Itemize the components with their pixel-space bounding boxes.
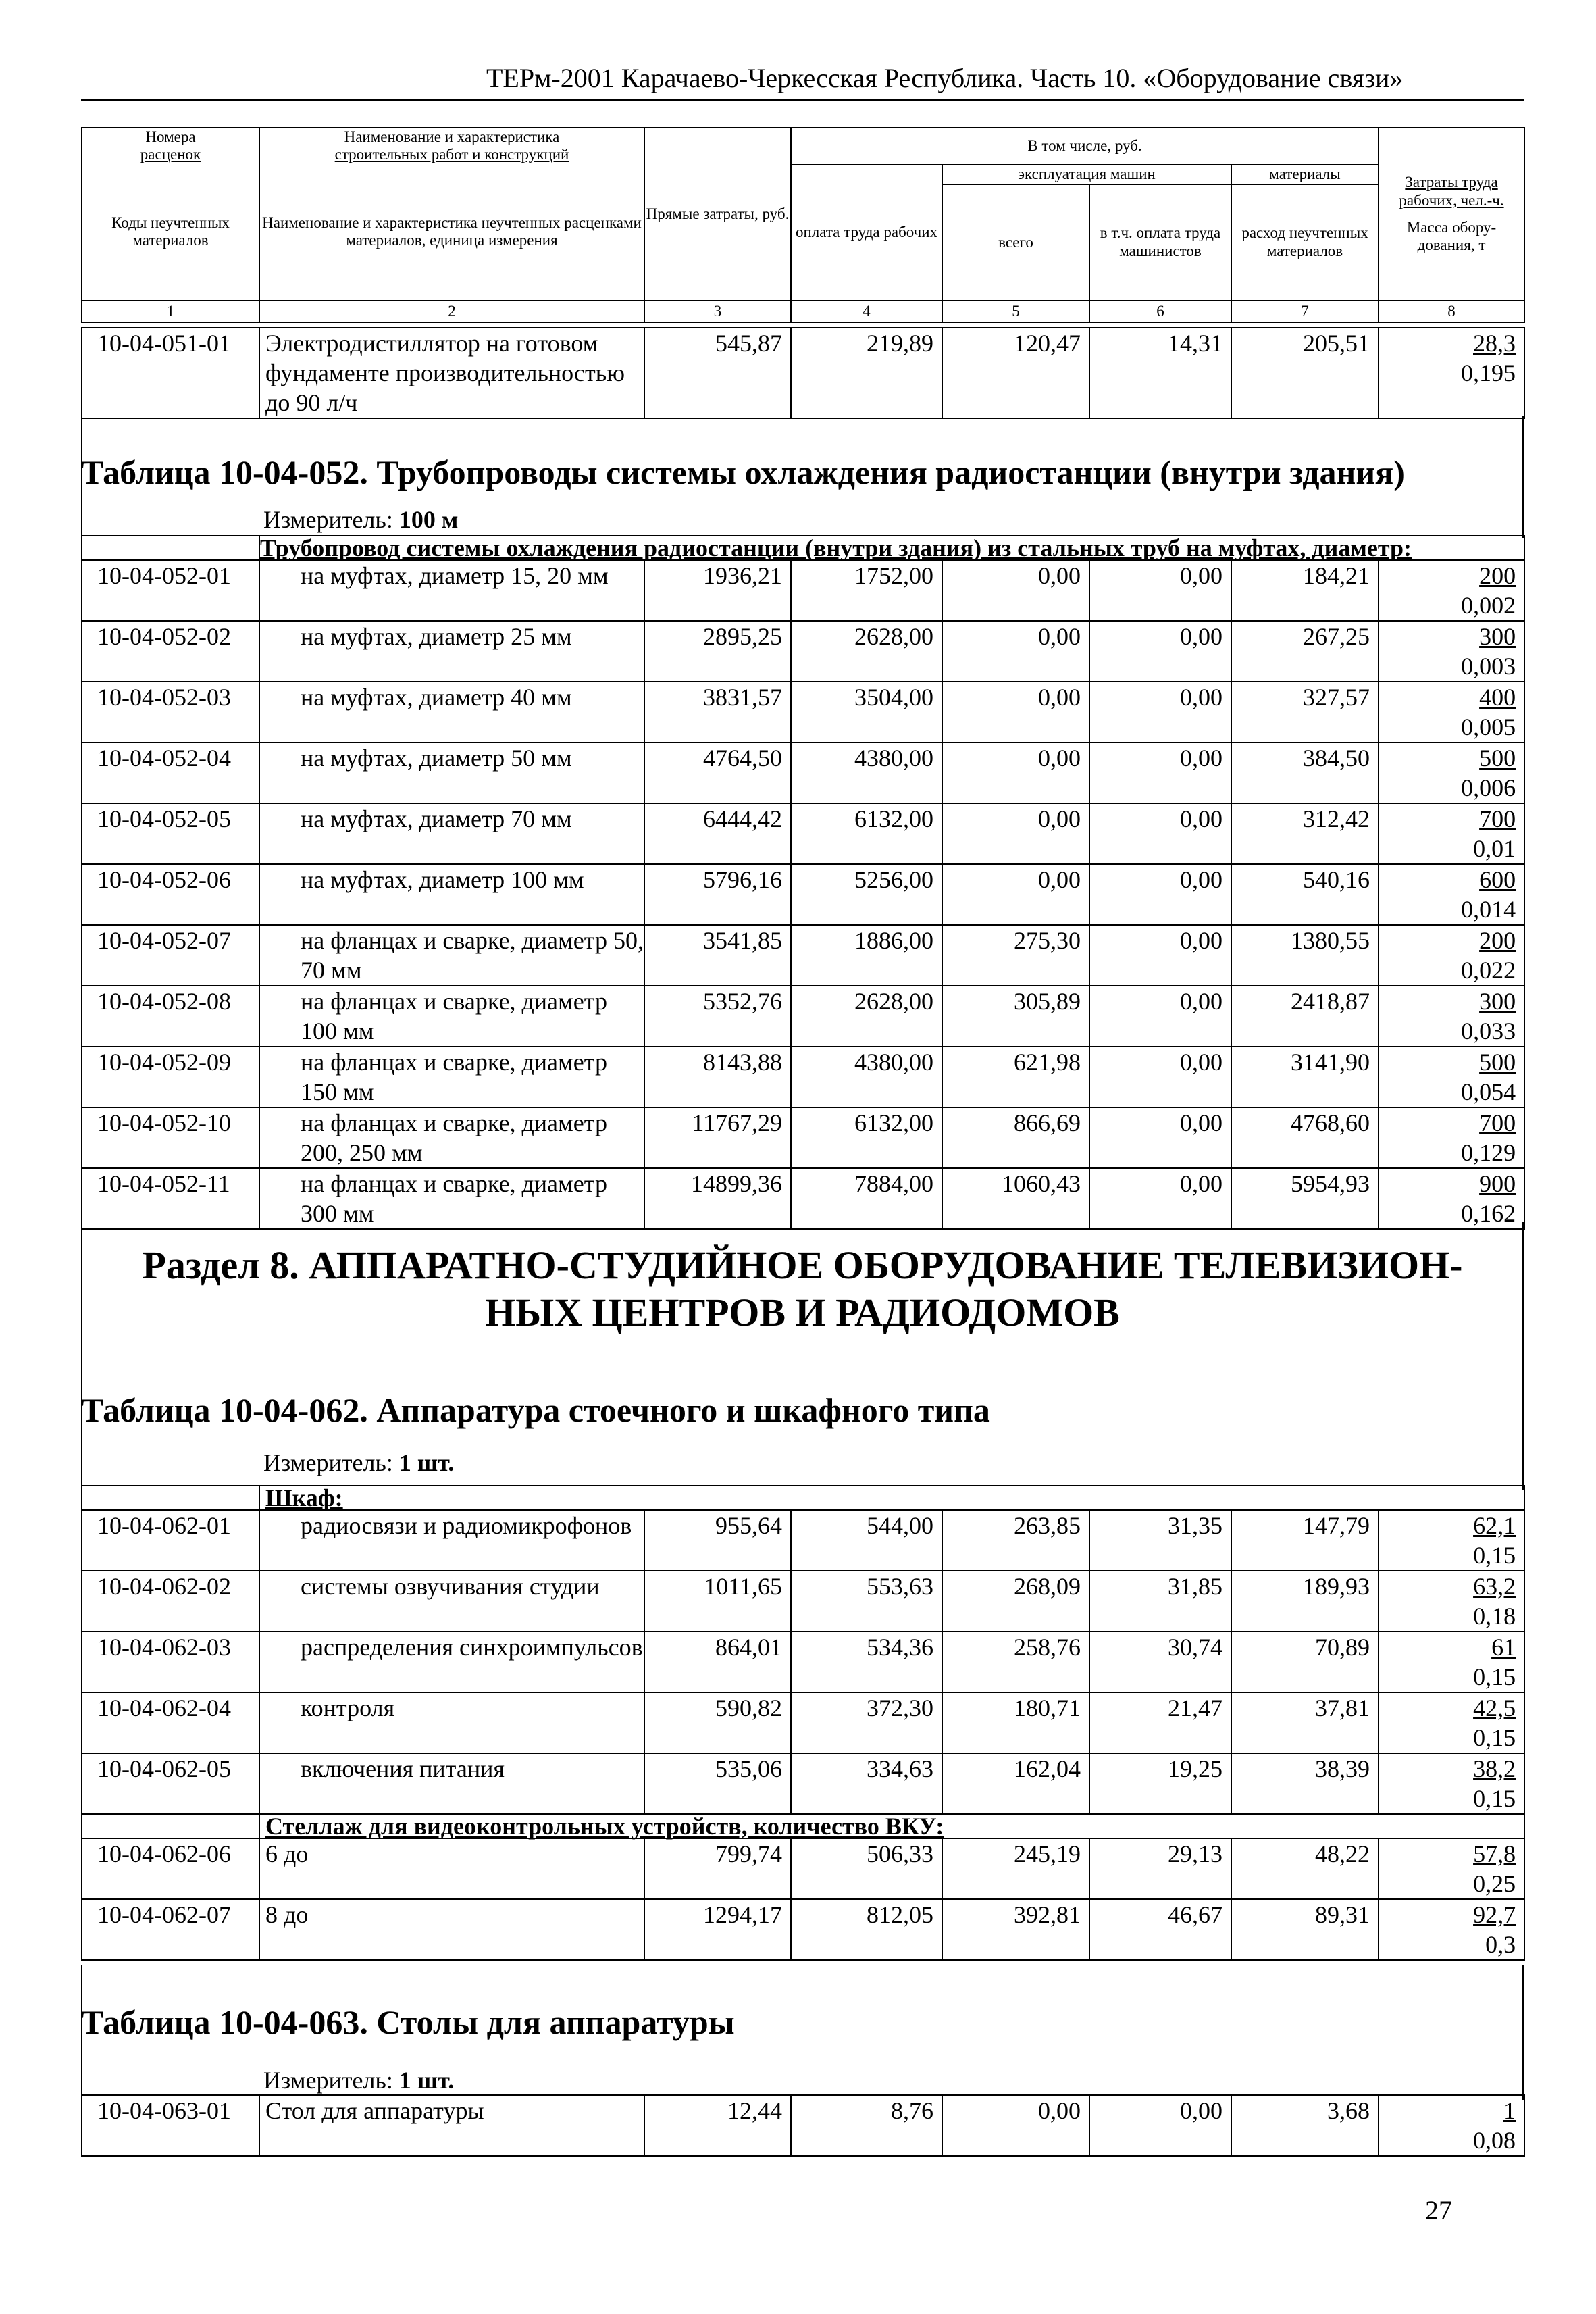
table-051 [81, 327, 1525, 419]
row-mach: 866,69 [942, 1107, 1089, 1168]
row-labor: 62,1 [1473, 1512, 1516, 1539]
row-mass: 0,08 [1473, 2127, 1516, 2154]
row-code: 10-04-062-05 [82, 1753, 259, 1814]
row-mach-pay: 30,74 [1089, 1632, 1231, 1692]
section-title-line2: НЫХ ЦЕНТРОВ И РАДИОДОМОВ [485, 1290, 1120, 1334]
table-right-border [1522, 416, 1524, 538]
row-labor: 300 [1479, 988, 1516, 1015]
row-mat: 70,89 [1231, 1632, 1379, 1692]
row-mach: 258,76 [942, 1632, 1089, 1692]
row-mass: 0,15 [1473, 1724, 1516, 1751]
row-direct: 8143,88 [644, 1047, 791, 1107]
measure-value: 1 шт. [398, 1449, 455, 1476]
row-mach: 0,00 [942, 560, 1089, 621]
section-title [81, 1242, 1524, 1336]
row-direct: 799,74 [644, 1838, 791, 1899]
row-code: 10-04-062-03 [82, 1632, 259, 1692]
row-labor-mass [1379, 682, 1524, 743]
table-row [82, 864, 1524, 925]
row-pay: 7884,00 [791, 1168, 942, 1229]
row-mach-pay: 0,00 [1089, 2095, 1231, 2156]
col1-header-bottom: Коды неучтенных материалов [82, 164, 259, 301]
row-mass: 0,014 [1461, 896, 1516, 923]
row-mat: 2418,87 [1231, 986, 1379, 1047]
row-mass: 0,15 [1473, 1785, 1516, 1812]
row-labor-mass [1379, 1692, 1524, 1753]
subheader-text: Стеллаж для видеоконтрольных устройств, количество ВКУ: [265, 1813, 944, 1840]
col-num-3: 3 [644, 301, 791, 322]
row-name: на фланцах и сварке, диаметр 300 мм [259, 1168, 644, 1229]
row-labor: 600 [1479, 866, 1516, 893]
row-mat: 267,25 [1231, 621, 1379, 682]
machines-header: эксплуатация машин [942, 164, 1231, 184]
row-name: на фланцах и сварке, диаметр 200, 250 мм [259, 1107, 644, 1168]
row-mach-pay: 31,85 [1089, 1571, 1231, 1632]
row-pay: 4380,00 [791, 1047, 942, 1107]
row-labor: 900 [1479, 1170, 1516, 1197]
row-name: 6 до [259, 1838, 644, 1899]
row-labor: 500 [1479, 745, 1516, 772]
row-labor-mass [1379, 1838, 1524, 1899]
table-row [82, 1571, 1524, 1632]
row-pay: 3504,00 [791, 682, 942, 743]
row-mat: 312,42 [1231, 803, 1379, 864]
row-direct: 1011,65 [644, 1571, 791, 1632]
row-labor: 38,2 [1473, 1755, 1516, 1782]
col6-header: в т.ч. оплата труда машинистов [1089, 184, 1231, 301]
row-labor: 200 [1479, 927, 1516, 954]
row-name: на фланцах и сварке, диаметр 100 мм [259, 986, 644, 1047]
row-labor-mass [1379, 986, 1524, 1047]
table-right-border [1522, 1222, 1524, 1490]
row-mach-pay: 0,00 [1089, 803, 1231, 864]
col-num-7: 7 [1231, 301, 1379, 322]
col7-header: расход неучтенных материалов [1231, 184, 1379, 301]
row-labor: 42,5 [1473, 1694, 1516, 1721]
row-name: на муфтах, диаметр 100 мм [259, 864, 644, 925]
row-mach: 0,00 [942, 743, 1089, 803]
row-labor: 500 [1479, 1049, 1516, 1076]
table-row [82, 1632, 1524, 1692]
row-mach-pay: 21,47 [1089, 1692, 1231, 1753]
table-subheader [259, 536, 1524, 560]
row-mach: 392,81 [942, 1899, 1089, 1960]
row-mat: 1380,55 [1231, 925, 1379, 986]
row-mach-pay: 0,00 [1089, 560, 1231, 621]
row-labor: 400 [1479, 684, 1516, 711]
row-mass: 0,162 [1461, 1200, 1516, 1227]
row-mass: 0,003 [1461, 653, 1516, 680]
group-header: В том числе, руб. [791, 128, 1379, 164]
row-mach-pay: 29,13 [1089, 1838, 1231, 1899]
col5-header: всего [942, 184, 1089, 301]
row-labor: 61 [1491, 1634, 1516, 1661]
subheader-text: Шкаф: [265, 1484, 343, 1511]
col3-header: Прямые затраты, руб. [644, 128, 791, 301]
row-code: 10-04-052-08 [82, 986, 259, 1047]
measure-label: Измеритель: [263, 1449, 393, 1476]
row-mach: 263,85 [942, 1510, 1089, 1571]
table-subheader [259, 1486, 1524, 1510]
row-mass: 0,15 [1473, 1542, 1516, 1569]
row-mach: 0,00 [942, 803, 1089, 864]
table-subheader [259, 1814, 1524, 1838]
row-pay: 334,63 [791, 1753, 942, 1814]
row-labor-mass [1379, 1107, 1524, 1168]
row-code: 10-04-051-01 [82, 328, 259, 418]
table-row [82, 682, 1524, 743]
row-labor: 300 [1479, 623, 1516, 650]
row-pay: 1752,00 [791, 560, 942, 621]
row-pay: 6132,00 [791, 1107, 942, 1168]
row-direct: 12,44 [644, 2095, 791, 2156]
row-labor-mass [1379, 1899, 1524, 1960]
table-row [82, 1753, 1524, 1814]
table-063 [81, 2094, 1525, 2157]
row-name: на фланцах и сварке, диаметр 150 мм [259, 1047, 644, 1107]
row-pay: 534,36 [791, 1632, 942, 1692]
row-mass: 0,002 [1461, 592, 1516, 619]
row-mass: 0,25 [1473, 1870, 1516, 1897]
row-mat: 5954,93 [1231, 1168, 1379, 1229]
row-mass: 0,18 [1473, 1603, 1516, 1630]
subheader-text: Трубопровод системы охлаждения радиостанции (внутри здания) из стальных труб на муфтах, диаметр: [260, 534, 1412, 561]
subheader-code-cell [82, 1486, 259, 1510]
row-name: радиосвязи и радиомикрофонов [259, 1510, 644, 1571]
row-mach-pay: 0,00 [1089, 925, 1231, 986]
table-row [82, 1692, 1524, 1753]
row-labor-mass [1379, 1510, 1524, 1571]
row-mach: 0,00 [942, 864, 1089, 925]
col4-header: оплата труда рабочих [791, 164, 942, 301]
row-direct: 545,87 [644, 328, 791, 418]
table-row [82, 743, 1524, 803]
page-number: 27 [1425, 2195, 1452, 2225]
row-mach-pay: 0,00 [1089, 743, 1231, 803]
row-name: распределения синхроимпульсов [259, 1632, 644, 1692]
row-name: на муфтах, диаметр 50 мм [259, 743, 644, 803]
row-pay: 372,30 [791, 1692, 942, 1753]
table-row [82, 803, 1524, 864]
row-direct: 1294,17 [644, 1899, 791, 1960]
table-row [82, 560, 1524, 621]
table-right-border [1522, 1965, 1524, 2100]
row-labor: 28,3 [1473, 330, 1516, 357]
row-labor-mass [1379, 803, 1524, 864]
row-pay: 1886,00 [791, 925, 942, 986]
row-mass: 0,005 [1461, 713, 1516, 740]
table-caption-062: Таблица 10-04-062. Аппаратура стоечного и шкафного типа [81, 1391, 990, 1429]
row-mass: 0,054 [1461, 1078, 1516, 1105]
row-pay: 506,33 [791, 1838, 942, 1899]
col-num-2: 2 [259, 301, 644, 322]
section-title-line1: Раздел 8. АППАРАТНО-СТУДИЙНОЕ ОБОРУДОВАНИЕ ТЕЛЕВИЗИОН- [142, 1243, 1463, 1287]
row-name: на муфтах, диаметр 25 мм [259, 621, 644, 682]
row-labor-mass [1379, 621, 1524, 682]
row-mach: 180,71 [942, 1692, 1089, 1753]
row-mat: 38,39 [1231, 1753, 1379, 1814]
row-mass: 0,01 [1473, 835, 1516, 862]
row-direct: 1936,21 [644, 560, 791, 621]
row-labor: 92,7 [1473, 1901, 1516, 1928]
row-direct: 11767,29 [644, 1107, 791, 1168]
row-mach: 0,00 [942, 621, 1089, 682]
row-labor-mass [1379, 1047, 1524, 1107]
row-mass: 0,129 [1461, 1139, 1516, 1166]
row-mass: 0,195 [1461, 359, 1516, 386]
row-direct: 864,01 [644, 1632, 791, 1692]
row-labor-mass [1379, 925, 1524, 986]
table-062-body-1 [82, 1510, 1524, 1814]
row-code: 10-04-062-04 [82, 1692, 259, 1753]
measure-value: 100 м [398, 506, 459, 533]
table-row [82, 1107, 1524, 1168]
measure-062 [263, 1449, 454, 1477]
table-row [82, 1047, 1524, 1107]
table-row [82, 328, 1524, 418]
row-labor-mass [1379, 1753, 1524, 1814]
column-header-table [81, 127, 1525, 323]
row-code: 10-04-063-01 [82, 2095, 259, 2156]
row-labor-mass [1379, 1168, 1524, 1229]
row-pay: 8,76 [791, 2095, 942, 2156]
materials-header: материалы [1231, 164, 1379, 184]
row-labor-mass [1379, 743, 1524, 803]
row-mach-pay: 0,00 [1089, 986, 1231, 1047]
row-pay: 544,00 [791, 1510, 942, 1571]
row-name: 8 до [259, 1899, 644, 1960]
row-mat: 384,50 [1231, 743, 1379, 803]
col-num-6: 6 [1089, 301, 1231, 322]
row-direct: 535,06 [644, 1753, 791, 1814]
row-mat: 3141,90 [1231, 1047, 1379, 1107]
row-labor: 700 [1479, 805, 1516, 832]
row-labor-mass [1379, 328, 1524, 418]
row-mach-pay: 0,00 [1089, 864, 1231, 925]
row-name: на муфтах, диаметр 70 мм [259, 803, 644, 864]
row-mat: 4768,60 [1231, 1107, 1379, 1168]
row-labor-mass [1379, 1571, 1524, 1632]
table-caption-052: Таблица 10-04-052. Трубопроводы системы охлаждения радиостанции (внутри здания) [81, 453, 1405, 491]
subheader-code-cell [82, 536, 259, 560]
subheader-code-cell [82, 1814, 259, 1838]
row-labor-mass [1379, 864, 1524, 925]
row-mat: 37,81 [1231, 1692, 1379, 1753]
table-row [82, 2095, 1524, 2156]
col2-header-top: Наименование и характеристика [344, 128, 560, 145]
row-mach-pay: 14,31 [1089, 328, 1231, 418]
row-mach: 275,30 [942, 925, 1089, 986]
row-mach-pay: 46,67 [1089, 1899, 1231, 1960]
row-code: 10-04-052-06 [82, 864, 259, 925]
table-062-body-2 [82, 1838, 1524, 1960]
row-code: 10-04-052-09 [82, 1047, 259, 1107]
row-mass: 0,15 [1473, 1663, 1516, 1690]
row-code: 10-04-052-07 [82, 925, 259, 986]
col-num-5: 5 [942, 301, 1089, 322]
row-code: 10-04-052-01 [82, 560, 259, 621]
row-direct: 5352,76 [644, 986, 791, 1047]
row-name: на муфтах, диаметр 15, 20 мм [259, 560, 644, 621]
row-mach: 621,98 [942, 1047, 1089, 1107]
row-pay: 2628,00 [791, 986, 942, 1047]
row-mach: 245,19 [942, 1838, 1089, 1899]
col-num-4: 4 [791, 301, 942, 322]
measure-label: Измеритель: [263, 506, 393, 533]
row-direct: 6444,42 [644, 803, 791, 864]
row-mach: 305,89 [942, 986, 1089, 1047]
row-mat: 189,93 [1231, 1571, 1379, 1632]
col8-header [1379, 128, 1524, 301]
row-pay: 219,89 [791, 328, 942, 418]
row-pay: 2628,00 [791, 621, 942, 682]
row-name: на муфтах, диаметр 40 мм [259, 682, 644, 743]
table-052-body [82, 560, 1524, 1229]
row-code: 10-04-052-05 [82, 803, 259, 864]
row-mach-pay: 0,00 [1089, 682, 1231, 743]
row-mach: 0,00 [942, 682, 1089, 743]
row-code: 10-04-052-04 [82, 743, 259, 803]
row-name: Электродистиллятор на готовом фундаменте производительностью до 90 л/ч [259, 328, 644, 418]
row-labor: 700 [1479, 1109, 1516, 1136]
page-header: ТЕРм-2001 Карачаево-Черкесская Республика. Часть 10. «Оборудование связи» [486, 63, 1404, 93]
table-062 [81, 1485, 1525, 1961]
row-code: 10-04-062-06 [82, 1838, 259, 1899]
row-mach-pay: 0,00 [1089, 621, 1231, 682]
row-labor: 63,2 [1473, 1573, 1516, 1600]
row-mach-pay: 0,00 [1089, 1168, 1231, 1229]
row-direct: 3541,85 [644, 925, 791, 986]
table-row [82, 1168, 1524, 1229]
row-mach-pay: 0,00 [1089, 1047, 1231, 1107]
row-pay: 4380,00 [791, 743, 942, 803]
row-name: включения питания [259, 1753, 644, 1814]
row-mach-pay: 19,25 [1089, 1753, 1231, 1814]
row-code: 10-04-052-02 [82, 621, 259, 682]
row-pay: 553,63 [791, 1571, 942, 1632]
col1-header-top: Номера [145, 128, 196, 145]
measure-label: Измеритель: [263, 2067, 393, 2094]
row-mass: 0,006 [1461, 774, 1516, 801]
row-mach: 0,00 [942, 2095, 1089, 2156]
col-num-1: 1 [82, 301, 259, 322]
table-row [82, 986, 1524, 1047]
row-mat: 89,31 [1231, 1899, 1379, 1960]
table-row [82, 1510, 1524, 1571]
row-labor: 57,8 [1473, 1840, 1516, 1867]
row-mat: 3,68 [1231, 2095, 1379, 2156]
table-caption-063: Таблица 10-04-063. Столы для аппаратуры [81, 2003, 735, 2041]
row-name: системы озвучивания студии [259, 1571, 644, 1632]
row-mach: 120,47 [942, 328, 1089, 418]
table-052 [81, 535, 1525, 1230]
row-mass: 0,3 [1485, 1931, 1516, 1958]
measure-052 [263, 505, 458, 534]
row-mat: 540,16 [1231, 864, 1379, 925]
row-mach: 162,04 [942, 1753, 1089, 1814]
col8-header-top: Затраты труда рабочих, чел.-ч. [1399, 174, 1504, 209]
table-row [82, 925, 1524, 986]
table-063-body [82, 2095, 1524, 2156]
row-direct: 2895,25 [644, 621, 791, 682]
row-labor-mass [1379, 1632, 1524, 1692]
row-direct: 3831,57 [644, 682, 791, 743]
row-pay: 6132,00 [791, 803, 942, 864]
table-left-border [81, 1222, 82, 1490]
row-direct: 4764,50 [644, 743, 791, 803]
row-mach: 1060,43 [942, 1168, 1089, 1229]
row-direct: 14899,36 [644, 1168, 791, 1229]
row-direct: 590,82 [644, 1692, 791, 1753]
row-mat: 327,57 [1231, 682, 1379, 743]
row-mat: 147,79 [1231, 1510, 1379, 1571]
row-name: контроля [259, 1692, 644, 1753]
row-name: на фланцах и сварке, диаметр 50, 70 мм [259, 925, 644, 986]
row-mat: 205,51 [1231, 328, 1379, 418]
row-mat: 184,21 [1231, 560, 1379, 621]
measure-063 [263, 2066, 454, 2094]
measure-value: 1 шт. [398, 2067, 455, 2094]
table-row [82, 1838, 1524, 1899]
row-pay: 5256,00 [791, 864, 942, 925]
row-labor: 1 [1503, 2097, 1516, 2124]
col-num-8: 8 [1379, 301, 1524, 322]
table-row [82, 1899, 1524, 1960]
table-row [82, 621, 1524, 682]
row-name: Стол для аппаратуры [259, 2095, 644, 2156]
row-mat: 48,22 [1231, 1838, 1379, 1899]
row-mach: 268,09 [942, 1571, 1089, 1632]
row-code: 10-04-052-10 [82, 1107, 259, 1168]
row-direct: 5796,16 [644, 864, 791, 925]
row-code: 10-04-052-11 [82, 1168, 259, 1229]
row-mass: 0,033 [1461, 1017, 1516, 1045]
row-code: 10-04-062-01 [82, 1510, 259, 1571]
header-rule [81, 99, 1524, 101]
row-labor-mass [1379, 560, 1524, 621]
col8-header-bottom: Масса обору-дования, т [1406, 218, 1497, 254]
col1-header-top2: расценок [140, 146, 201, 164]
row-mach-pay: 31,35 [1089, 1510, 1231, 1571]
row-labor: 200 [1479, 562, 1516, 589]
row-code: 10-04-062-07 [82, 1899, 259, 1960]
row-mass: 0,022 [1461, 957, 1516, 984]
row-labor-mass [1379, 2095, 1524, 2156]
col2-header-top2: строительных работ и конструкций [334, 146, 569, 164]
row-code: 10-04-052-03 [82, 682, 259, 743]
row-mach-pay: 0,00 [1089, 1107, 1231, 1168]
col2-header-bottom: Наименование и характеристика неучтенных расценками материалов, единица измерения [259, 164, 644, 301]
row-direct: 955,64 [644, 1510, 791, 1571]
row-pay: 812,05 [791, 1899, 942, 1960]
row-code: 10-04-062-02 [82, 1571, 259, 1632]
